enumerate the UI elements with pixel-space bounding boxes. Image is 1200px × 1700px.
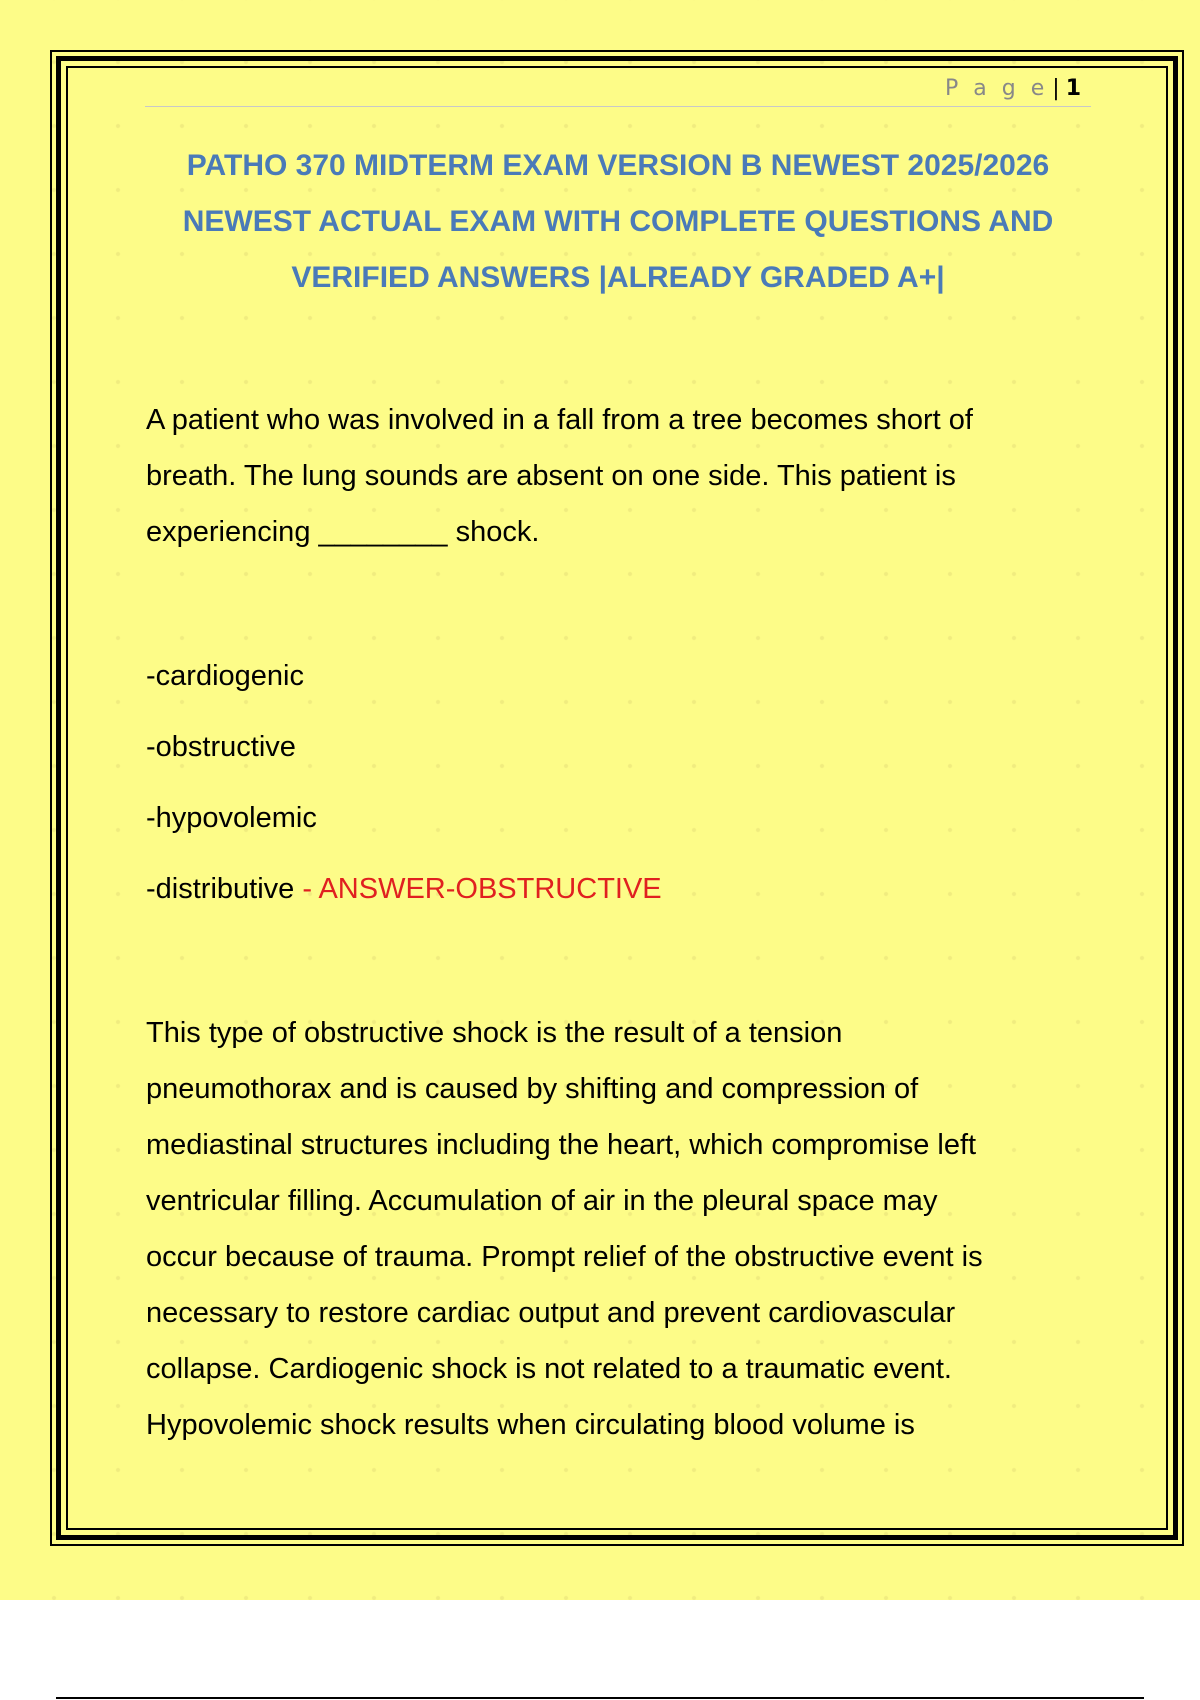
explanation-line: collapse. Cardiogenic shock is not related to a traumatic event. — [146, 1353, 952, 1385]
explanation-line: Hypovolemic shock results when circulating blood volume is — [146, 1409, 915, 1441]
option-cardiogenic — [146, 650, 1096, 721]
question-line: breath. The lung sounds are absent on one side. This patient is — [146, 460, 956, 492]
option-distributive — [146, 863, 1096, 934]
explanation-text — [146, 1005, 1096, 1453]
explanation-line: necessary to restore cardiac output and prevent cardiovascular — [146, 1297, 956, 1329]
page-label: P a g e — [945, 76, 1049, 101]
option-hypovolemic — [146, 792, 1096, 863]
explanation-line: pneumothorax and is caused by shifting and compression of — [146, 1073, 919, 1105]
option-label: -distributive — [146, 873, 295, 905]
explanation-line: This type of obstructive shock is the result of a tension — [146, 1017, 843, 1049]
answer-text: ANSWER-OBSTRUCTIVE — [318, 873, 662, 905]
explanation-line: mediastinal structures including the heart, which compromise left — [146, 1129, 977, 1161]
option-obstructive — [146, 721, 1096, 792]
explanation-line: occur because of trauma. Prompt relief of the obstructive event is — [146, 1241, 983, 1273]
explanation-line: ventricular filling. Accumulation of air in the pleural space may — [146, 1185, 938, 1217]
title-line: NEWEST ACTUAL EXAM WITH COMPLETE QUESTIONS AND — [182, 205, 1054, 238]
option-label: -obstructive — [146, 731, 296, 763]
page-separator: | — [1052, 76, 1060, 101]
question-line: experiencing ________ shock. — [146, 516, 540, 548]
title-line: PATHO 370 MIDTERM EXAM VERSION B NEWEST 2025/2026 — [186, 149, 1050, 182]
title-line: VERIFIED ANSWERS |ALREADY GRADED A+| — [291, 261, 945, 294]
question-text — [146, 392, 1096, 560]
answer-marker: - — [302, 873, 319, 905]
question-line: A patient who was involved in a fall from a tree becomes short of — [146, 404, 973, 436]
option-label: -cardiogenic — [146, 660, 304, 692]
page-header — [145, 72, 1091, 107]
footer-rule — [56, 1697, 1144, 1699]
page-number: 1 — [1065, 76, 1081, 101]
document-title — [130, 138, 1106, 306]
answer-options — [146, 650, 1096, 934]
option-label: -hypovolemic — [146, 802, 317, 834]
